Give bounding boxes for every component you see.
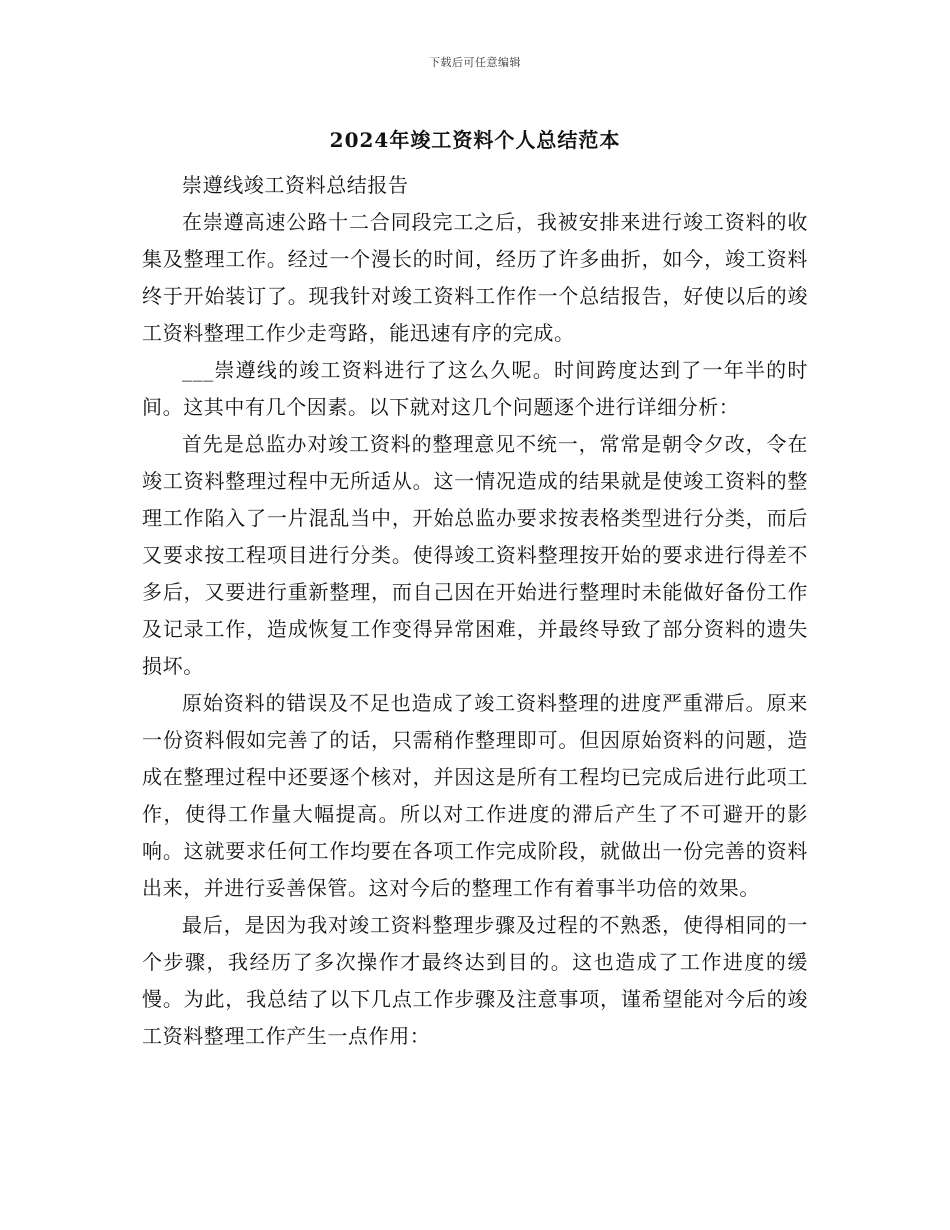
paragraph-first-reason: 首先是总监办对竣工资料的整理意见不统一，常常是朝令夕改，令在竣工资料整理过程中无所适从。这一情况造成的结果就是使竣工资料的整理工作陷入了一片混乱当中，开始总监办要求按表格类型进行分类，而后又要求按工程项目进行分类。使得竣工资料整理按开始的要求进行得差不多后，又要进行重新整理，而自己因在开始进行整理时未能做好备份工作及记录工作，造成恢复工作变得异常困难，并最终导致了部分资料的遗失损坏。 [142,432,808,678]
paragraph-subtitle: 崇遵线竣工资料总结报告 [182,173,409,197]
paragraph-intro: 在崇遵高速公路十二合同段完工之后，我被安排来进行竣工资料的收集及整理工作。经过一个漫长的时间，经历了许多曲折，如今，竣工资料终于开始装订了。现我针对竣工资料工作作一个总结报告，好使以后的竣工资料整理工作少走弯路，能迅速有序的完成。 [142,210,808,345]
document-body [142,167,808,1055]
header-note: 下载后可任意编辑 [429,56,521,69]
paragraph-second-reason: 原始资料的错误及不足也造成了竣工资料整理的进度严重滞后。原来一份资料假如完善了的话，只需稍作整理即可。但因原始资料的问题，造成在整理过程中还要逐个核对，并因这是所有工程均已完成后进行此项工作，使得工作量大幅提高。所以对工作进度的滞后产生了不可避开的影响。这就要求任何工作均要在各项工作完成阶段，就做出一份完善的资料出来，并进行妥善保管。这对今后的整理工作有着事半功倍的效果。 [142,691,808,900]
document-title: 2024年竣工资料个人总结范本 [329,128,621,152]
paragraph-final-reason: 最后，是因为我对竣工资料整理步骤及过程的不熟悉，使得相同的一个步骤，我经历了多次操作才最终达到目的。这也造成了工作进度的缓慢。为此，我总结了以下几点工作步骤及注意事项，谨希望能对今后的竣工资料整理工作产生一点作用： [142,913,808,1048]
paragraph-duration: ___崇遵线的竣工资料进行了这么久呢。时间跨度达到了一年半的时间。这其中有几个因素。以下就对这几个问题逐个进行详细分析： [142,358,808,419]
